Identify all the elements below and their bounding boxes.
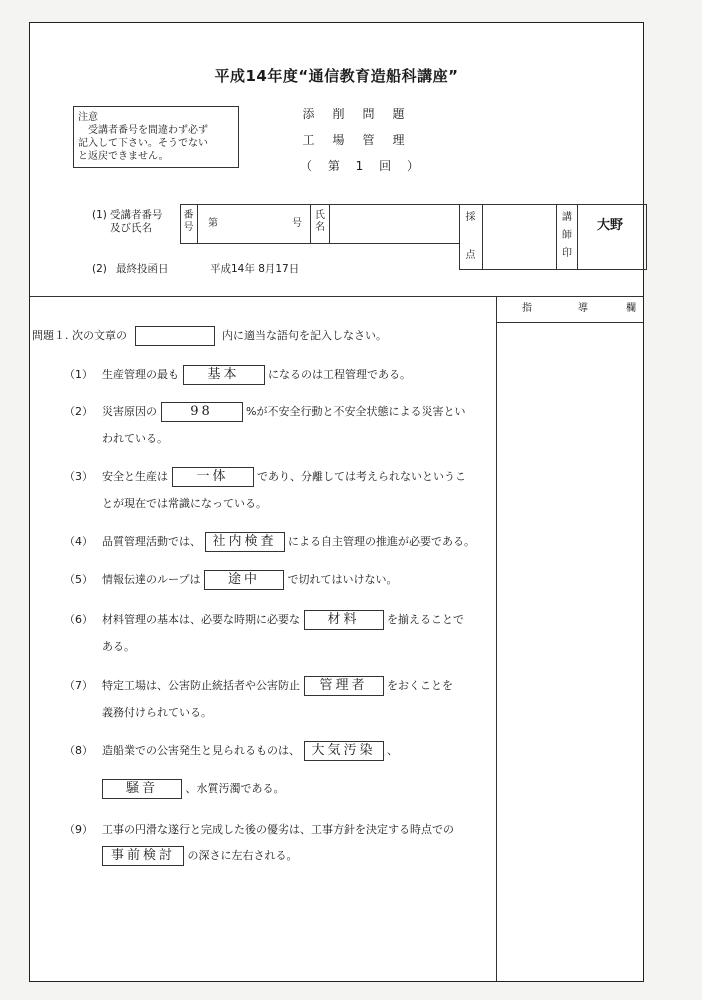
- answer-field[interactable]: 事前検討: [102, 846, 184, 866]
- item-continuation: とが現在では常識になっている。: [102, 497, 267, 510]
- shi-char: 師: [562, 230, 572, 241]
- notice-heading: 注意: [78, 112, 98, 123]
- item-number: （9）: [64, 823, 93, 836]
- item-continuation: [64, 779, 285, 799]
- question-item: [64, 532, 504, 552]
- question-item: [64, 820, 504, 840]
- answer-field[interactable]: 材料: [304, 610, 384, 630]
- item-text: 工事の円滑な遂行と完成した後の優劣は、工事方針を決定する時点での: [102, 823, 454, 836]
- notice-line: 記入して下さい。そうでない: [78, 138, 208, 149]
- answer-field[interactable]: 98: [161, 402, 243, 422]
- item-continuation: われている。: [102, 432, 168, 445]
- kou-char: 講: [562, 212, 572, 223]
- answer-sheet: [29, 22, 644, 982]
- question-item: [64, 570, 494, 590]
- item-text: 情報伝達のループは: [102, 573, 201, 586]
- item-text: をおくことを: [387, 679, 453, 692]
- mei-char: 名: [315, 222, 325, 233]
- instructor-stamp: 大野: [596, 218, 623, 233]
- item-text: による自主管理の推進が必要である。: [288, 535, 475, 548]
- guide-header-char: 欄: [626, 303, 636, 314]
- in-char: 印: [562, 248, 572, 259]
- intro-text: 内に適当な語句を記入しなさい。: [222, 329, 387, 342]
- question-item: [64, 676, 504, 696]
- item-text: で切れてはいけない。: [287, 573, 398, 586]
- guide-header-char: 導: [578, 303, 588, 314]
- item-continuation: 義務付けられている。: [102, 706, 212, 719]
- sai-char: 採: [465, 212, 476, 223]
- item-number: （2）: [64, 405, 93, 418]
- item-number: （5）: [64, 573, 93, 586]
- item-number: （8）: [64, 744, 93, 757]
- item-continuation: ある。: [102, 640, 135, 653]
- sample-blank: [135, 326, 215, 346]
- question-item: [64, 610, 504, 630]
- guide-header-line: [496, 322, 643, 323]
- score-label-cell: [459, 204, 483, 270]
- score-box: [459, 204, 647, 270]
- subtitle-round: （ 第 1 回 ）: [300, 159, 425, 173]
- item-number: （4）: [64, 535, 93, 548]
- subtitle-subject: 工場管理: [302, 133, 423, 147]
- item1-number: (1): [92, 209, 107, 221]
- item2-label: 最終投函日: [116, 263, 169, 275]
- item-text: 災害原因の: [102, 405, 157, 418]
- document-title: 平成14年度“通信教育造船科講座”: [214, 67, 459, 85]
- item-number: （3）: [64, 470, 93, 483]
- answer-field[interactable]: 途中: [204, 570, 284, 590]
- intro-text: 問題１. 次の文章の: [32, 329, 127, 342]
- item-text: 、水質汚濁である。: [185, 782, 285, 795]
- item-text: 材料管理の基本は、必要な時期に必要な: [102, 613, 300, 626]
- dai-char: 第: [208, 218, 218, 229]
- question-item: [64, 402, 494, 422]
- answer-field[interactable]: 騒音: [102, 779, 182, 799]
- divider: [30, 296, 643, 297]
- item-text: 造船業での公害発生と見られるものは、: [102, 744, 300, 757]
- answer-field[interactable]: 社内検査: [205, 532, 285, 552]
- question-item: [64, 741, 504, 761]
- item-text: になるのは工程管理である。: [268, 368, 411, 381]
- answer-field[interactable]: 管理者: [304, 676, 384, 696]
- ban-char: 番: [183, 210, 194, 221]
- item-text: 品質管理活動では、: [102, 535, 201, 548]
- item-number: （1）: [64, 368, 93, 381]
- guide-header-char: 指: [522, 303, 532, 314]
- item-text: であり、分離しては考えられないというこ: [257, 470, 466, 483]
- item-text: の深さに左右される。: [187, 849, 298, 862]
- shimei-cell: [310, 204, 330, 244]
- item1-label: [110, 209, 163, 235]
- item2-number: (2): [92, 263, 107, 275]
- question-item: [64, 365, 494, 385]
- item-text: 、: [387, 744, 398, 757]
- ban-cell: [180, 204, 198, 244]
- item1-label-line: 受講者番号: [110, 209, 163, 221]
- answer-field[interactable]: 大気汚染: [304, 741, 384, 761]
- go-suffix: 号: [292, 218, 302, 229]
- notice-line: と返戻できません。: [78, 151, 169, 162]
- subtitle-correction: 添削問題: [302, 107, 423, 121]
- item-text: 生産管理の最も: [102, 368, 179, 381]
- instructor-label-cell: [556, 204, 578, 270]
- item-continuation: [64, 846, 298, 866]
- ten-char: 点: [465, 250, 476, 261]
- go-char: 号: [183, 222, 194, 233]
- item1-label-line: 及び氏名: [110, 222, 152, 234]
- item-text: %が不安全行動と不安全状態による災害とい: [246, 405, 466, 418]
- answer-field[interactable]: 基本: [183, 365, 265, 385]
- question-item: [64, 467, 494, 487]
- guide-column: [496, 296, 497, 981]
- item-text: 特定工場は、公害防止統括者や公害防止: [102, 679, 300, 692]
- notice-line: 受講者番号を間違わず必ず: [88, 125, 208, 136]
- item-text: を揃えることで: [387, 613, 464, 626]
- item-number: （7）: [64, 679, 93, 692]
- item2-value: 平成14年 8月17日: [210, 263, 300, 275]
- item-text: 安全と生産は: [102, 470, 168, 483]
- item-number: （6）: [64, 613, 93, 626]
- question-intro: [32, 326, 492, 346]
- answer-field[interactable]: 一体: [172, 467, 254, 487]
- shi-char: 氏: [315, 210, 325, 221]
